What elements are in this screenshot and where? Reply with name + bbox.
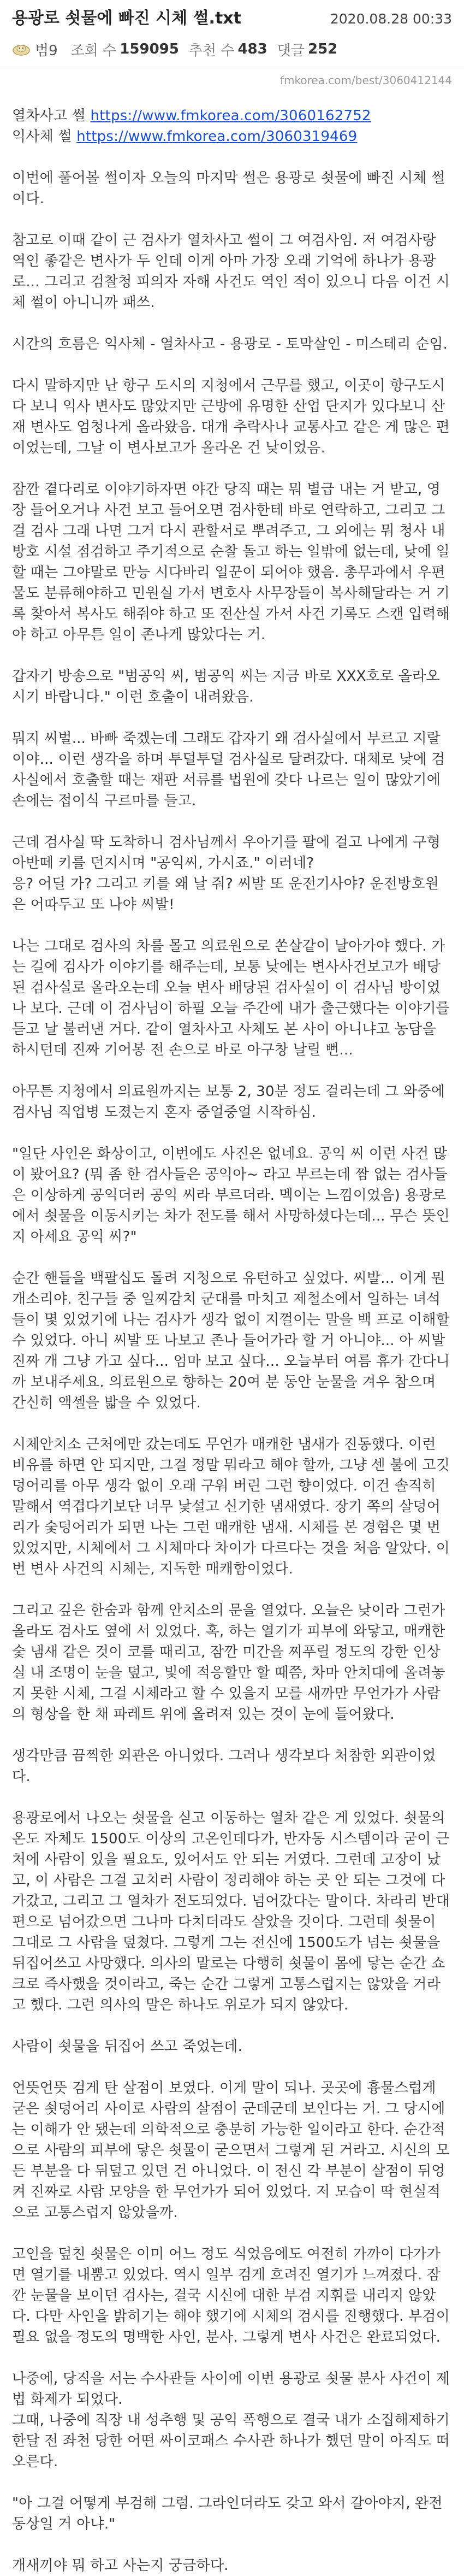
related-link-label: 열차사고 썰 (12, 108, 86, 124)
story-paragraph: 생각만큼 끔찍한 외관은 아니었다. 그러나 생각보다 처참한 외관이었다. (12, 1748, 436, 1785)
story-paragraph: 다시 말하지만 난 항구 도시의 지청에서 근무를 했고, 이곳이 항구도시다 보니 익사 변사도 많았지만 근방에 유명한 산업 단지가 있다보니 산재 변사도 엄청나게 올라왔음. 대개 추락사나 교통사고 같은 게 많은 편이었는데, 그날 이 변사보고가 올라온 건 낮이었음. (12, 378, 450, 456)
story-paragraph: 잠깐 곁다리로 이야기하자면 야간 당직 때는 뭐 별급 내는 거 받고, 영장 들어오거나 사건 보고 들어오면 검사한테 바로 연락하고, 그리고 그걸 검사 그래 나면 그거 다시 관할서로 뿌려주고, 그 외에는 뭐 청사 내 방호 시설 점검하고 주기적으로 순찰 돌고 하는 일밖에 없는데, 낮에 일할 때는 그야말로 만능 시다바리 일꾼이 되어야 했음. 총무과에서 우편물도 분류해야하고 민원실 가서 변호사 사무장들이 복사해달라는 거 기록 찾아서 복사도 해줘야 하고 또 전산실 가서 사건 기록도 스캔 입력해야 하고 아무튼 일이 존나게 많았다는 거. (12, 481, 450, 643)
story-paragraph: 나는 그대로 검사의 차를 몰고 의료원으로 쏜살같이 날아가야 했다. 가는 길에 검사가 이야기를 해주는데, 보통 낮에는 변사사건보고가 배당된 검사실로 올라오는데 오늘 변사 배당된 검사실이 이 검사님 방이었나 보다. 근데 이 검사님이 하필 오늘 주간에 내가 출근했다는 이야기를 듣고 날 불러낸 거다. 같이 열차사고 사체도 본 사이 아니냐고 농담을 하시던데 진짜 기어봉 전 손으로 바로 아구창 날릴 뻔... (12, 938, 455, 1058)
recommends-label: 추천 수 (188, 42, 235, 59)
story-paragraph: 아무튼 지청에서 의료원까지는 보통 2, 30분 정도 걸리는데 그 와중에 검사님 직업병 도졌는지 혼자 중얼중얼 시작하심. (12, 1083, 450, 1121)
post-content (0, 96, 464, 2576)
related-links (12, 105, 452, 147)
story-paragraph: 갑자기 방송으로 "범공익 씨, 범공익 씨는 지금 바로 XXX호로 올라오시기 바랍니다." 이런 호출이 내려왔음. (12, 668, 440, 705)
story-paragraph: 순간 핸들을 백팔십도 돌려 지청으로 유턴하고 싶었다. 씨발... 이게 뭔 개소리야. 친구들 중 일찌감치 군대를 마치고 제철소에서 일하는 녀석들이 몇 있었기에 나는 검사가 생각 없이 지껄이는 말을 백 프로 이해할 수 있었다. 아니 씨발 또 나보고 존나 들어가라 할 거 아니야... 아 씨발 진짜 개 그냥 가고 싶다... 엄마 보고 싶다... 오늘부터 여름 휴가 간다니까 보내주세요. 의료원으로 향하는 20여 분 동안 눈물을 겨우 참으며 간신히 액셀을 밟을 수 있었다. (12, 1270, 455, 1411)
related-link-row (12, 126, 452, 147)
recommends-count: 483 (237, 41, 267, 57)
story-paragraph: 언뜻언뜻 검게 탄 살점이 보였다. 이게 말이 되나. 곳곳에 흉물스럽게 굳은 쇳덩어리 사이로 사람의 살점이 군데군데 보인다는 거. 그 당시에는 이해가 안 됐는데 의학적으로 충분히 가능한 일이라고 한다. 순간적으로 사람의 피부에 닿은 쇳물이 굳으면서 그렇게 된 거라고. 시신의 모든 부분을 다 뒤덮고 있던 건 아니었다. 이 전신 각 부분이 살점이 뒤엉켜 진짜로 사람 모양을 한 무언가가 되어 있었다. 저 모습이 딱 현실적으로 고통스럽지 않았을까. (12, 2080, 450, 2221)
story-paragraph: 시체안치소 근처에만 갔는데도 무언가 매캐한 냄새가 진동했다. 이런 비유를 하면 안 되지만, 그걸 정말 뭐라고 해야 할까, 그냥 센 불에 고깃덩어리를 아무 생각 없이 오래 구워 버린 그런 향이었다. 이건 솔직히 말해서 역겹다기보단 너무 낯설고 신기한 냄새였다. 장기 쪽의 살덩어리가 숯덩어리가 되면 나는 그런 매캐한 냄새. 시체를 본 경험은 몇 번 있었지만, 시체에서 그 시체마다 차이가 다르다는 것을 처음 알았다. 이번 변사 사건의 시체는, 지독한 매캐함이었다. (12, 1436, 450, 1577)
related-link-train-accident[interactable]: https://www.fmkorea.com/3060162752 (90, 108, 371, 124)
comments-label: 댓글 (277, 42, 305, 59)
views-label: 조회 수 (70, 42, 117, 59)
related-link-label: 익사체 썰 (12, 128, 72, 145)
user-level-icon (12, 42, 31, 56)
story-paragraph: 참고로 이때 같이 근 검사가 열차사고 썰이 그 여검사임. 저 여검사랑 역인 좋같은 변사가 두 인데 이게 아마 가장 오래 기억에 하나가 용광로... 그리고 검찰청 피의자 자해 사건도 역인 적이 있으니 다음 이건 시체 썰이 아니니까 패쓰. (12, 232, 450, 311)
story-paragraph: 뭐지 씨벌... 바빠 죽겠는데 그래도 갑자기 왜 검사실에서 부르고 지랄이야... 이런 생각을 하며 투덜투덜 검사실로 달려갔다. 대체로 낮에 검사실에서 호출할 때는 재판 서류를 법원에 갖다 나르는 일이 많았기에 손에는 접이식 구르마를 들고. (12, 730, 445, 809)
story-paragraph: 사람이 쇳물을 뒤집어 쓰고 죽었는데. (12, 2038, 243, 2055)
story-paragraph: "아 그걸 어떻게 부검해 그럼. 그라인더라도 갖고 와서 갈아야지, 완전 동상일 거 아냐." (12, 2495, 448, 2532)
story-paragraph: 개새끼야 뭐 하고 사는지 궁금하다. (12, 2557, 229, 2574)
views-count: 159095 (120, 41, 179, 57)
story-paragraph: 시간의 흐름은 익사체 - 열차사고 - 용광로 - 토막살인 - 미스테리 순임. (12, 336, 448, 352)
post-title[interactable]: 용광로 쇳물에 빠진 시체 썰.txt (12, 9, 241, 28)
story-paragraph: 고인을 덮친 쇳물은 이미 어느 정도 식었음에도 여전히 가까이 다가가면 열기를 내뿜고 있었다. 역시 일부 검게 흐려진 열기가 느껴졌다. 잠깐 눈물을 보이던 검사는, 결국 시신에 대한 부검 지휘를 내리지 않았다. 다만 사인을 밝히기는 해야 했기에 시체의 검시를 진행했다. 부검이 필요 없을 정도의 명백한 사인, 분사. 그렇게 변사 사건은 완료되었다. (12, 2246, 455, 2345)
story-paragraph: 근데 검사실 딱 도착하니 검사님께서 우아기를 팔에 걸고 나에게 구형 아반떼 키를 던지시며 "공익씨, 가시죠." 이러네? 응? 어딜 가? 그리고 키를 왜 날 줘? 씨발 또 운전기사야? 운전방호원은 어따두고 또 나야 씨발! (12, 834, 441, 913)
title-row (12, 4, 452, 33)
post-date: 2020.08.28 00:33 (330, 11, 452, 27)
story-paragraph: "일단 사인은 화상이고, 이번에도 사진은 없네요. 공익 씨 이런 사건 많이 봤어요? (뭐 좀 한 검사들은 공익아~ 라고 부르는데 짬 없는 검사들은 이상하게 공익더러 공익 씨라 부르더라. 멕이는 느낌이었음) 용광로에서 쇳물을 이동시키는 차가 전도를 해서 사망하셨다는데... 무슨 뜻인지 아세요 공익 씨?" (12, 1146, 450, 1245)
story-paragraph: 용광로에서 나오는 쇳물을 싣고 이동하는 열차 같은 게 있었다. 쇳물의 온도 자체도 1500도 이상의 고온인데다가, 반자동 시스템이라 굳이 근처에 사람이 있을 필요도, 있어서도 안 되는 거였다. 그런데 고장이 났고, 이 사람은 그걸 고치러 사람이 정리해야 하는 곳 안 되는 그것에 다가갔고, 그리고 그 열차가 전도되었다. 넘어갔다는 말이다. 차라리 반대편으로 넘어갔으면 그나마 다치더라도 살았을 것이다. 그런데 쇳물이 그대로 그 사람을 덮쳤다. 그렇게 그는 전신에 1500도가 넘는 쇳물을 뒤집어쓰고 사망했다. 의사의 말로는 다행히 쇳물이 몸에 닿는 순간 쇼크로 즉사했을 것이라고, 죽는 순간 그렇게 고통스럽지는 않았을 거라고 했다. 그런 의사의 말은 하나도 위로가 되지 않았다. (12, 1810, 450, 2013)
comments-count[interactable]: 252 (307, 41, 338, 57)
related-link-drowning[interactable]: https://www.fmkorea.com/3060319469 (76, 128, 358, 145)
story-paragraph: 이번에 풀어볼 썰이자 오늘의 마지막 썰은 용광로 쇳물에 빠진 시체 썰이다. (12, 170, 445, 207)
story-paragraph: 그리고 깊은 한숨과 함께 안치소의 문을 열었다. 오늘은 낮이라 그런가 올라도 검사도 옆에 서 있었다. 혹, 하는 열기가 피부에 와닿고, 매캐한 숯 냄새 같은 것이 코를 때리고, 잠깐 미간을 찌푸릴 정도의 강한 인상 실 내 조명이 눈을 덮고, 빛에 적응할만 할 때쯤, 차마 안치대에 올려놓지 못한 시체, 그걸 시체라고 할 수 있을지 모를 새까만 무언가가 사람의 형상을 한 채 파레트 위에 올려져 있는 것이 눈에 들어왔다. (12, 1602, 450, 1723)
post-meta (12, 33, 452, 66)
story-paragraphs (12, 168, 455, 2576)
author-name[interactable]: 범9 (35, 42, 58, 59)
source-url[interactable]: fmkorea.com/best/3060412144 (279, 74, 452, 87)
story-paragraph: 나중에, 당직을 서는 수사관들 사이에 이번 용광로 쇳물 분사 사건이 제법 화제가 되었다. 그때, 나중에 직장 내 성추행 및 공익 폭행으로 결국 내가 소집해제하기 한달 전 좌천 당한 어떤 싸이코패스 수사관 하나가 했던 말이 아직도 떠오른다. (12, 2371, 450, 2470)
related-link-row (12, 105, 452, 126)
post-header (0, 0, 464, 66)
